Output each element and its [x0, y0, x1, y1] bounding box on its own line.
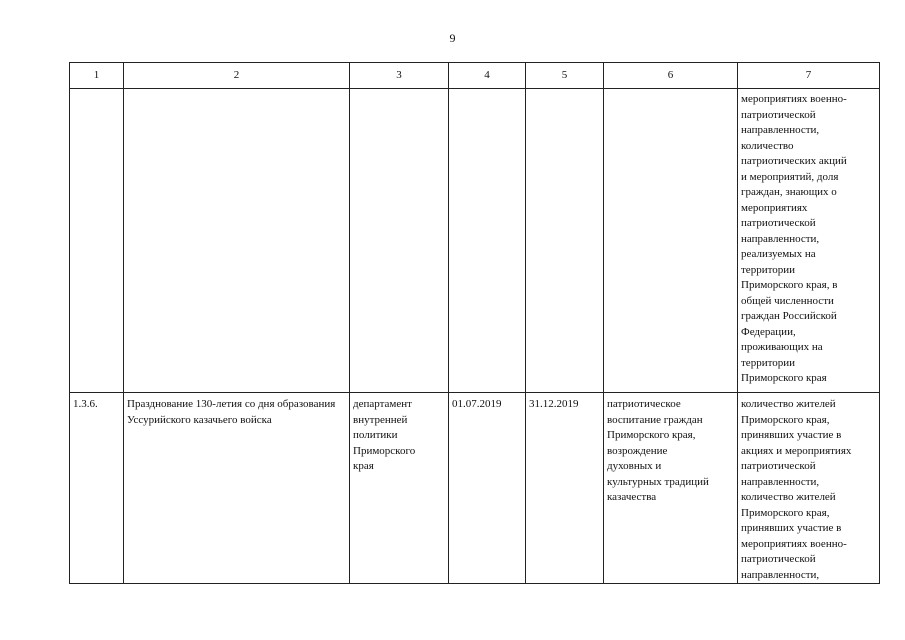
cell-empty	[350, 89, 449, 393]
cell-start-date: 01.07.2019	[449, 393, 526, 584]
text-line: патриотической	[741, 460, 816, 472]
text-line: Федерации,	[741, 325, 796, 338]
text-line: края	[353, 460, 374, 472]
text-line: воспитание граждан	[607, 413, 703, 426]
cell-empty	[70, 89, 124, 393]
text-line: культурных традиций	[607, 475, 709, 488]
program-table	[69, 62, 880, 584]
cell-empty	[526, 89, 604, 393]
text-line: Приморского края,	[607, 429, 696, 441]
text-line: и мероприятий, доля	[741, 170, 839, 183]
cell-end-date: 31.12.2019	[526, 393, 604, 584]
text-line: патриотической	[741, 217, 816, 229]
cell-event-name: Празднование 130-летия со дня образования Уссурийского казачьего войска	[124, 393, 350, 584]
table-row-continuation	[70, 89, 880, 393]
text-line: направленности,	[741, 475, 820, 488]
column-header: 2	[124, 63, 350, 89]
cell-expected-result	[604, 393, 738, 584]
text-line: казачества	[607, 491, 657, 503]
cell-indicators-continued	[738, 89, 880, 393]
text-line: патриотической	[741, 108, 816, 121]
text-line: мероприятиях	[741, 201, 808, 214]
cell-executor	[350, 393, 449, 584]
text-line: территории	[741, 263, 796, 276]
text-line: возрождение	[607, 444, 668, 457]
text-line: патриотическое	[607, 398, 681, 410]
text-line: направленности,	[741, 232, 820, 245]
text-line: духовных и	[607, 460, 662, 472]
text-line: проживающих на	[741, 341, 823, 353]
text-line: политики	[353, 429, 398, 441]
text-line: Приморского края, в	[741, 279, 838, 291]
text-line: реализуемых на	[741, 248, 816, 260]
cell-empty	[124, 89, 350, 393]
text-line: Приморского края	[741, 372, 827, 384]
table-row	[70, 393, 880, 584]
text-line: общей численности	[741, 294, 834, 307]
text-line: граждан Российской	[741, 310, 837, 322]
text-line: количество	[741, 139, 794, 152]
column-header: 5	[526, 63, 604, 89]
column-header: 7	[738, 63, 880, 89]
cell-empty	[449, 89, 526, 393]
text-line: Приморского края,	[741, 413, 830, 426]
column-header: 6	[604, 63, 738, 89]
text-line: принявших участие в	[741, 429, 842, 441]
text-line: направленности,	[741, 124, 820, 136]
cell-item-number: 1.3.6.	[70, 393, 124, 584]
text-line: департамент	[353, 398, 412, 410]
text-line: Приморского	[353, 444, 416, 457]
text-line: принявших участие в	[741, 522, 842, 534]
column-header: 4	[449, 63, 526, 89]
text-line: количество жителей	[741, 398, 836, 410]
cell-indicators	[738, 393, 880, 584]
text-line: внутренней	[353, 413, 408, 426]
column-header: 1	[70, 63, 124, 89]
column-header: 3	[350, 63, 449, 89]
text-line: мероприятиях военно-	[741, 537, 847, 550]
header-row	[70, 63, 880, 89]
cell-empty	[604, 89, 738, 393]
text-line: акциях и мероприятиях	[741, 444, 852, 457]
text-line: Приморского края,	[741, 506, 830, 519]
text-line: граждан, знающих о	[741, 186, 837, 198]
page-number: 9	[449, 31, 456, 45]
text-line: направленности,	[741, 568, 820, 581]
text-line: количество жителей	[741, 491, 836, 503]
text-line: патриотических акций	[741, 155, 847, 167]
text-line: мероприятиях военно-	[741, 93, 847, 105]
text-line: патриотической	[741, 553, 816, 565]
text-line: территории	[741, 356, 796, 369]
